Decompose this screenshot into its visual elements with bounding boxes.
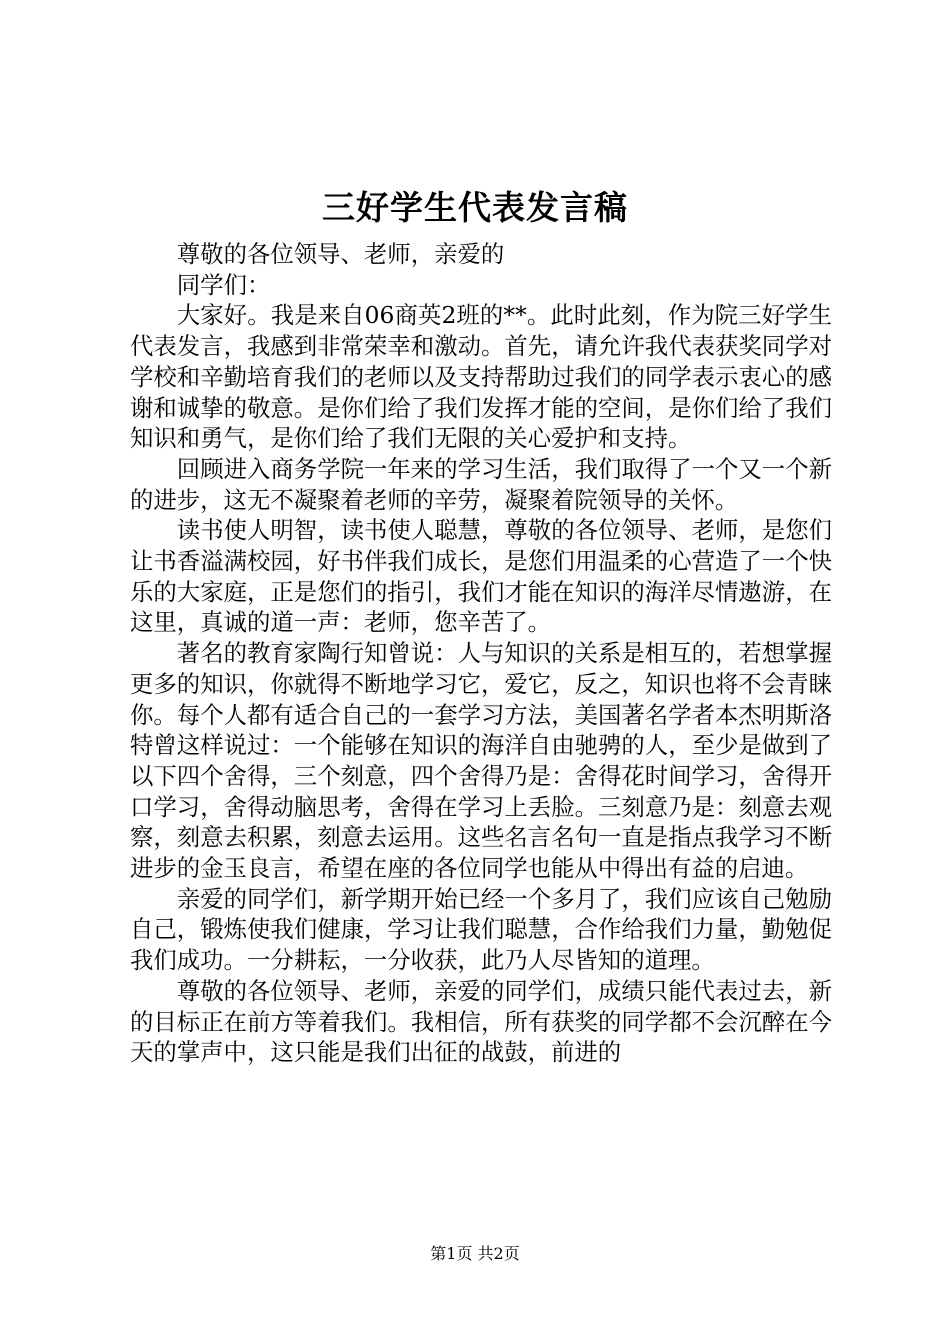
paragraph-encouragement: 亲爱的同学们，新学期开始已经一个多月了，我们应该自己勉励自己，锻炼使我们健康，学习让我们聪慧，合作给我们力量，勤勉促我们成功。一分耕耘，一分收获，此乃人尽皆知的道理。: [130, 884, 832, 975]
paragraph-closing: 尊敬的各位领导、老师，亲爱的同学们，成绩只能代表过去，新的目标正在前方等着我们。我相信，所有获奖的同学都不会沉醉在今天的掌声中，这只能是我们出征的战鼓，前进的: [130, 976, 832, 1067]
document-body: [130, 239, 832, 1068]
paragraph-quote: 著名的教育家陶行知曾说：人与知识的关系是相互的，若想掌握更多的知识，你就得不断地学习它，爱它，反之，知识也将不会青睐你。每个人都有适合自己的一套学习方法，美国著名学者本杰明斯洛特曾这样说过：一个能够在知识的海洋自由驰骋的人，至少是做到了以下四个舍得，三个刻意，四个舍得乃是：舍得花时间学习，舍得开口学习，舍得动脑思考，舍得在学习上丢脸。三刻意乃是：刻意去观察，刻意去积累，刻意去运用。这些名言名句一直是指点我学习不断进步的金玉良言，希望在座的各位同学也能从中得出有益的启迪。: [130, 639, 832, 883]
page-number-footer: 第1页 共2页: [430, 1244, 520, 1263]
paragraph-reading: 读书使人明智，读书使人聪慧，尊敬的各位领导、老师，是您们让书香溢满校园，好书伴我们成长，是您们用温柔的心营造了一个快乐的大家庭，正是您们的指引，我们才能在知识的海洋尽情遨游，在这里，真诚的道一声：老师，您辛苦了。: [130, 516, 832, 637]
paragraph-review: 回顾进入商务学院一年来的学习生活，我们取得了一个又一个新的进步，这无不凝聚着老师的辛劳，凝聚着院领导的关怀。: [130, 454, 832, 514]
document-title: 三好学生代表发言稿: [322, 188, 628, 227]
paragraph-greeting: 大家好。我是来自06商英2班的**。此时此刻，作为院三好学生代表发言，我感到非常荣幸和激动。首先，请允许我代表获奖同学对学校和辛勤培育我们的老师以及支持帮助过我们的同学表示衷心的感谢和诚挚的敬意。是你们给了我们发挥才能的空间，是你们给了我们知识和勇气，是你们给了我们无限的关心爱护和支持。: [130, 301, 832, 453]
paragraph-salutation: 尊敬的各位领导、老师，亲爱的: [176, 240, 505, 268]
paragraph-salutation-cont: 同学们：: [176, 270, 271, 299]
